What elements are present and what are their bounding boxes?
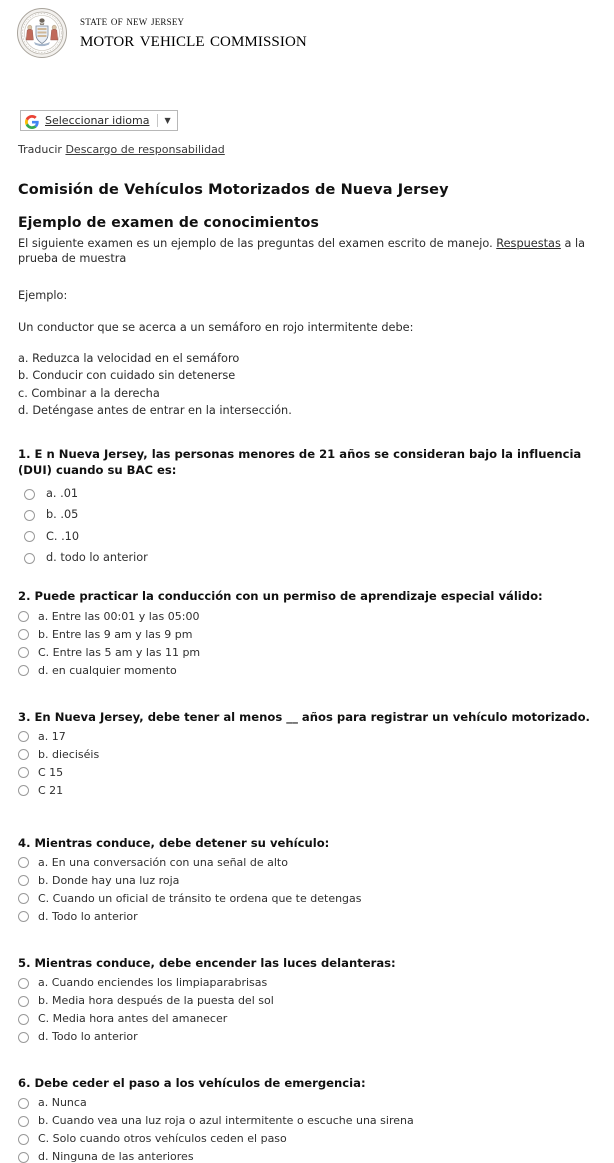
question-1 [18,446,594,565]
choice-label[interactable]: C. .10 [46,531,79,543]
choice-option[interactable] [18,1031,594,1043]
choice-option[interactable] [18,785,594,797]
question-3-choices [18,731,594,797]
question-stem: 1. E n Nueva Jersey, las personas menores de 21 años se consideran bajo la influencia (DUI) cuando su BAC es: [18,446,592,478]
choice-label[interactable]: d. en cualquier momento [38,665,177,677]
choice-label[interactable]: C. Cuando un oficial de tránsito te ordena que te detengas [38,893,362,905]
choice-label[interactable]: a. Entre las 00:01 y las 05:00 [38,611,199,623]
radio-button-icon[interactable] [18,1152,29,1163]
choice-option[interactable] [18,749,594,761]
question-stem: 6. Debe ceder el paso a los vehículos de emergencia: [18,1075,592,1091]
page-subtitle: Ejemplo de examen de conocimientos [18,215,594,231]
choice-option[interactable] [18,629,594,641]
question-stem: 2. Puede practicar la conducción con un permiso de aprendizaje especial válido: [18,588,592,604]
page-title: Comisión de Vehículos Motorizados de Nueva Jersey [18,182,594,198]
nj-state-seal-icon [16,7,68,59]
radio-button-icon[interactable] [18,893,29,904]
choice-option[interactable] [18,857,594,869]
choice-option[interactable] [24,531,594,543]
radio-button-icon[interactable] [18,629,29,640]
question-6 [18,1075,594,1163]
question-stem: 3. En Nueva Jersey, debe tener al menos __ años para registrar un vehículo motorizado. [18,709,592,725]
choice-option[interactable] [18,1133,594,1145]
radio-button-icon[interactable] [18,647,29,658]
question-4-choices [18,857,594,923]
question-5 [18,955,594,1043]
radio-button-icon[interactable] [18,1014,29,1025]
choice-label[interactable]: b. Donde hay una luz roja [38,875,179,887]
radio-button-icon[interactable] [18,665,29,676]
radio-button-icon[interactable] [18,911,29,922]
question-5-choices [18,977,594,1043]
widget-divider [157,114,158,127]
radio-button-icon[interactable] [18,1134,29,1145]
question-2 [18,588,594,676]
choice-option[interactable] [18,977,594,989]
site-masthead [0,0,614,58]
choice-option[interactable] [18,893,594,905]
chevron-down-icon[interactable]: ▼ [164,117,173,125]
choice-label[interactable]: a. .01 [46,488,78,500]
example-choice: c. Combinar a la derecha [18,385,594,403]
choice-option[interactable] [18,875,594,887]
question-6-choices [18,1097,594,1163]
lead-text-part1: El siguiente examen es un ejemplo de las preguntas del examen escrito de manejo. [18,237,493,250]
choice-option[interactable] [24,509,594,521]
radio-button-icon[interactable] [18,749,29,760]
radio-button-icon[interactable] [24,489,35,500]
example-choice: b. Conducir con cuidado sin detenerse [18,367,594,385]
question-2-choices [18,611,594,677]
radio-button-icon[interactable] [24,510,35,521]
radio-button-icon[interactable] [18,978,29,989]
example-choice: a. Reduzca la velocidad en el semáforo [18,350,594,368]
choice-option[interactable] [18,1013,594,1025]
radio-button-icon[interactable] [18,731,29,742]
radio-button-icon[interactable] [18,996,29,1007]
radio-button-icon[interactable] [18,1116,29,1127]
choice-label[interactable]: a. Nunca [38,1097,87,1109]
choice-option[interactable] [24,552,594,564]
example-label: Ejemplo: [18,289,594,302]
choice-label[interactable]: b. Entre las 9 am y las 9 pm [38,629,192,641]
google-g-icon [25,114,39,128]
question-1-choices [18,488,594,564]
radio-button-icon[interactable] [18,1098,29,1109]
choice-option[interactable] [24,488,594,500]
choice-option[interactable] [18,731,594,743]
choice-label[interactable]: b. Cuando vea una luz roja o azul intermitente o escuche una sirena [38,1115,414,1127]
choice-label[interactable]: a. 17 [38,731,66,743]
radio-button-icon[interactable] [18,785,29,796]
choice-option[interactable] [18,767,594,779]
question-stem: 4. Mientras conduce, debe detener su vehículo: [18,835,592,851]
choice-label[interactable]: d. Todo lo anterior [38,1031,138,1043]
main-content [0,182,614,1163]
question-4 [18,835,594,923]
choice-label[interactable]: C 21 [38,785,63,797]
language-selector[interactable] [20,110,178,131]
radio-button-icon[interactable] [18,857,29,868]
choice-label[interactable]: a. Cuando enciendes los limpiaparabrisas [38,977,267,989]
translate-disclaimer-line [18,143,614,156]
lead-text-part2: a la prueba de muestra [18,237,585,266]
state-name: state of new jersey [80,14,307,28]
choice-option[interactable] [18,647,594,659]
choice-label[interactable]: C 15 [38,767,63,779]
radio-button-icon[interactable] [24,553,35,564]
language-selector-label[interactable]: Seleccionar idioma [45,114,149,127]
choice-option[interactable] [18,911,594,923]
choice-option[interactable] [18,665,594,677]
choice-label[interactable]: d. todo lo anterior [46,552,148,564]
choice-option[interactable] [18,995,594,1007]
radio-button-icon[interactable] [24,531,35,542]
choice-option[interactable] [18,1115,594,1127]
answers-link[interactable]: Respuestas [496,237,561,250]
choice-label[interactable]: b. Media hora después de la puesta del sol [38,995,274,1007]
example-choices [18,350,594,420]
agency-name: motor vehicle commission [80,29,307,51]
choice-label[interactable]: C. Media hora antes del amanecer [38,1013,227,1025]
choice-option[interactable] [18,611,594,623]
radio-button-icon[interactable] [18,767,29,778]
masthead-text [80,14,307,53]
choice-label[interactable]: b. .05 [46,509,78,521]
choice-label[interactable]: C. Entre las 5 am y las 11 pm [38,647,200,659]
translate-label: Traducir [18,143,62,156]
choice-label[interactable]: d. Ninguna de las anteriores [38,1151,194,1163]
choice-label[interactable]: a. En una conversación con una señal de alto [38,857,288,869]
choice-option[interactable] [18,1097,594,1109]
question-3 [18,709,594,797]
radio-button-icon[interactable] [18,1032,29,1043]
question-stem: 5. Mientras conduce, debe encender las luces delanteras: [18,955,592,971]
radio-button-icon[interactable] [18,875,29,886]
disclaimer-link[interactable]: Descargo de responsabilidad [65,143,224,156]
radio-button-icon[interactable] [18,611,29,622]
lead-paragraph [18,236,594,267]
google-translate-widget[interactable] [20,110,614,133]
choice-label[interactable]: d. Todo lo anterior [38,911,138,923]
choice-label[interactable]: b. dieciséis [38,749,99,761]
example-question-stem: Un conductor que se acerca a un semáforo en rojo intermitente debe: [18,321,594,334]
choice-label[interactable]: C. Solo cuando otros vehículos ceden el paso [38,1133,287,1145]
example-choice: d. Deténgase antes de entrar en la intersección. [18,402,594,420]
choice-option[interactable] [18,1151,594,1163]
